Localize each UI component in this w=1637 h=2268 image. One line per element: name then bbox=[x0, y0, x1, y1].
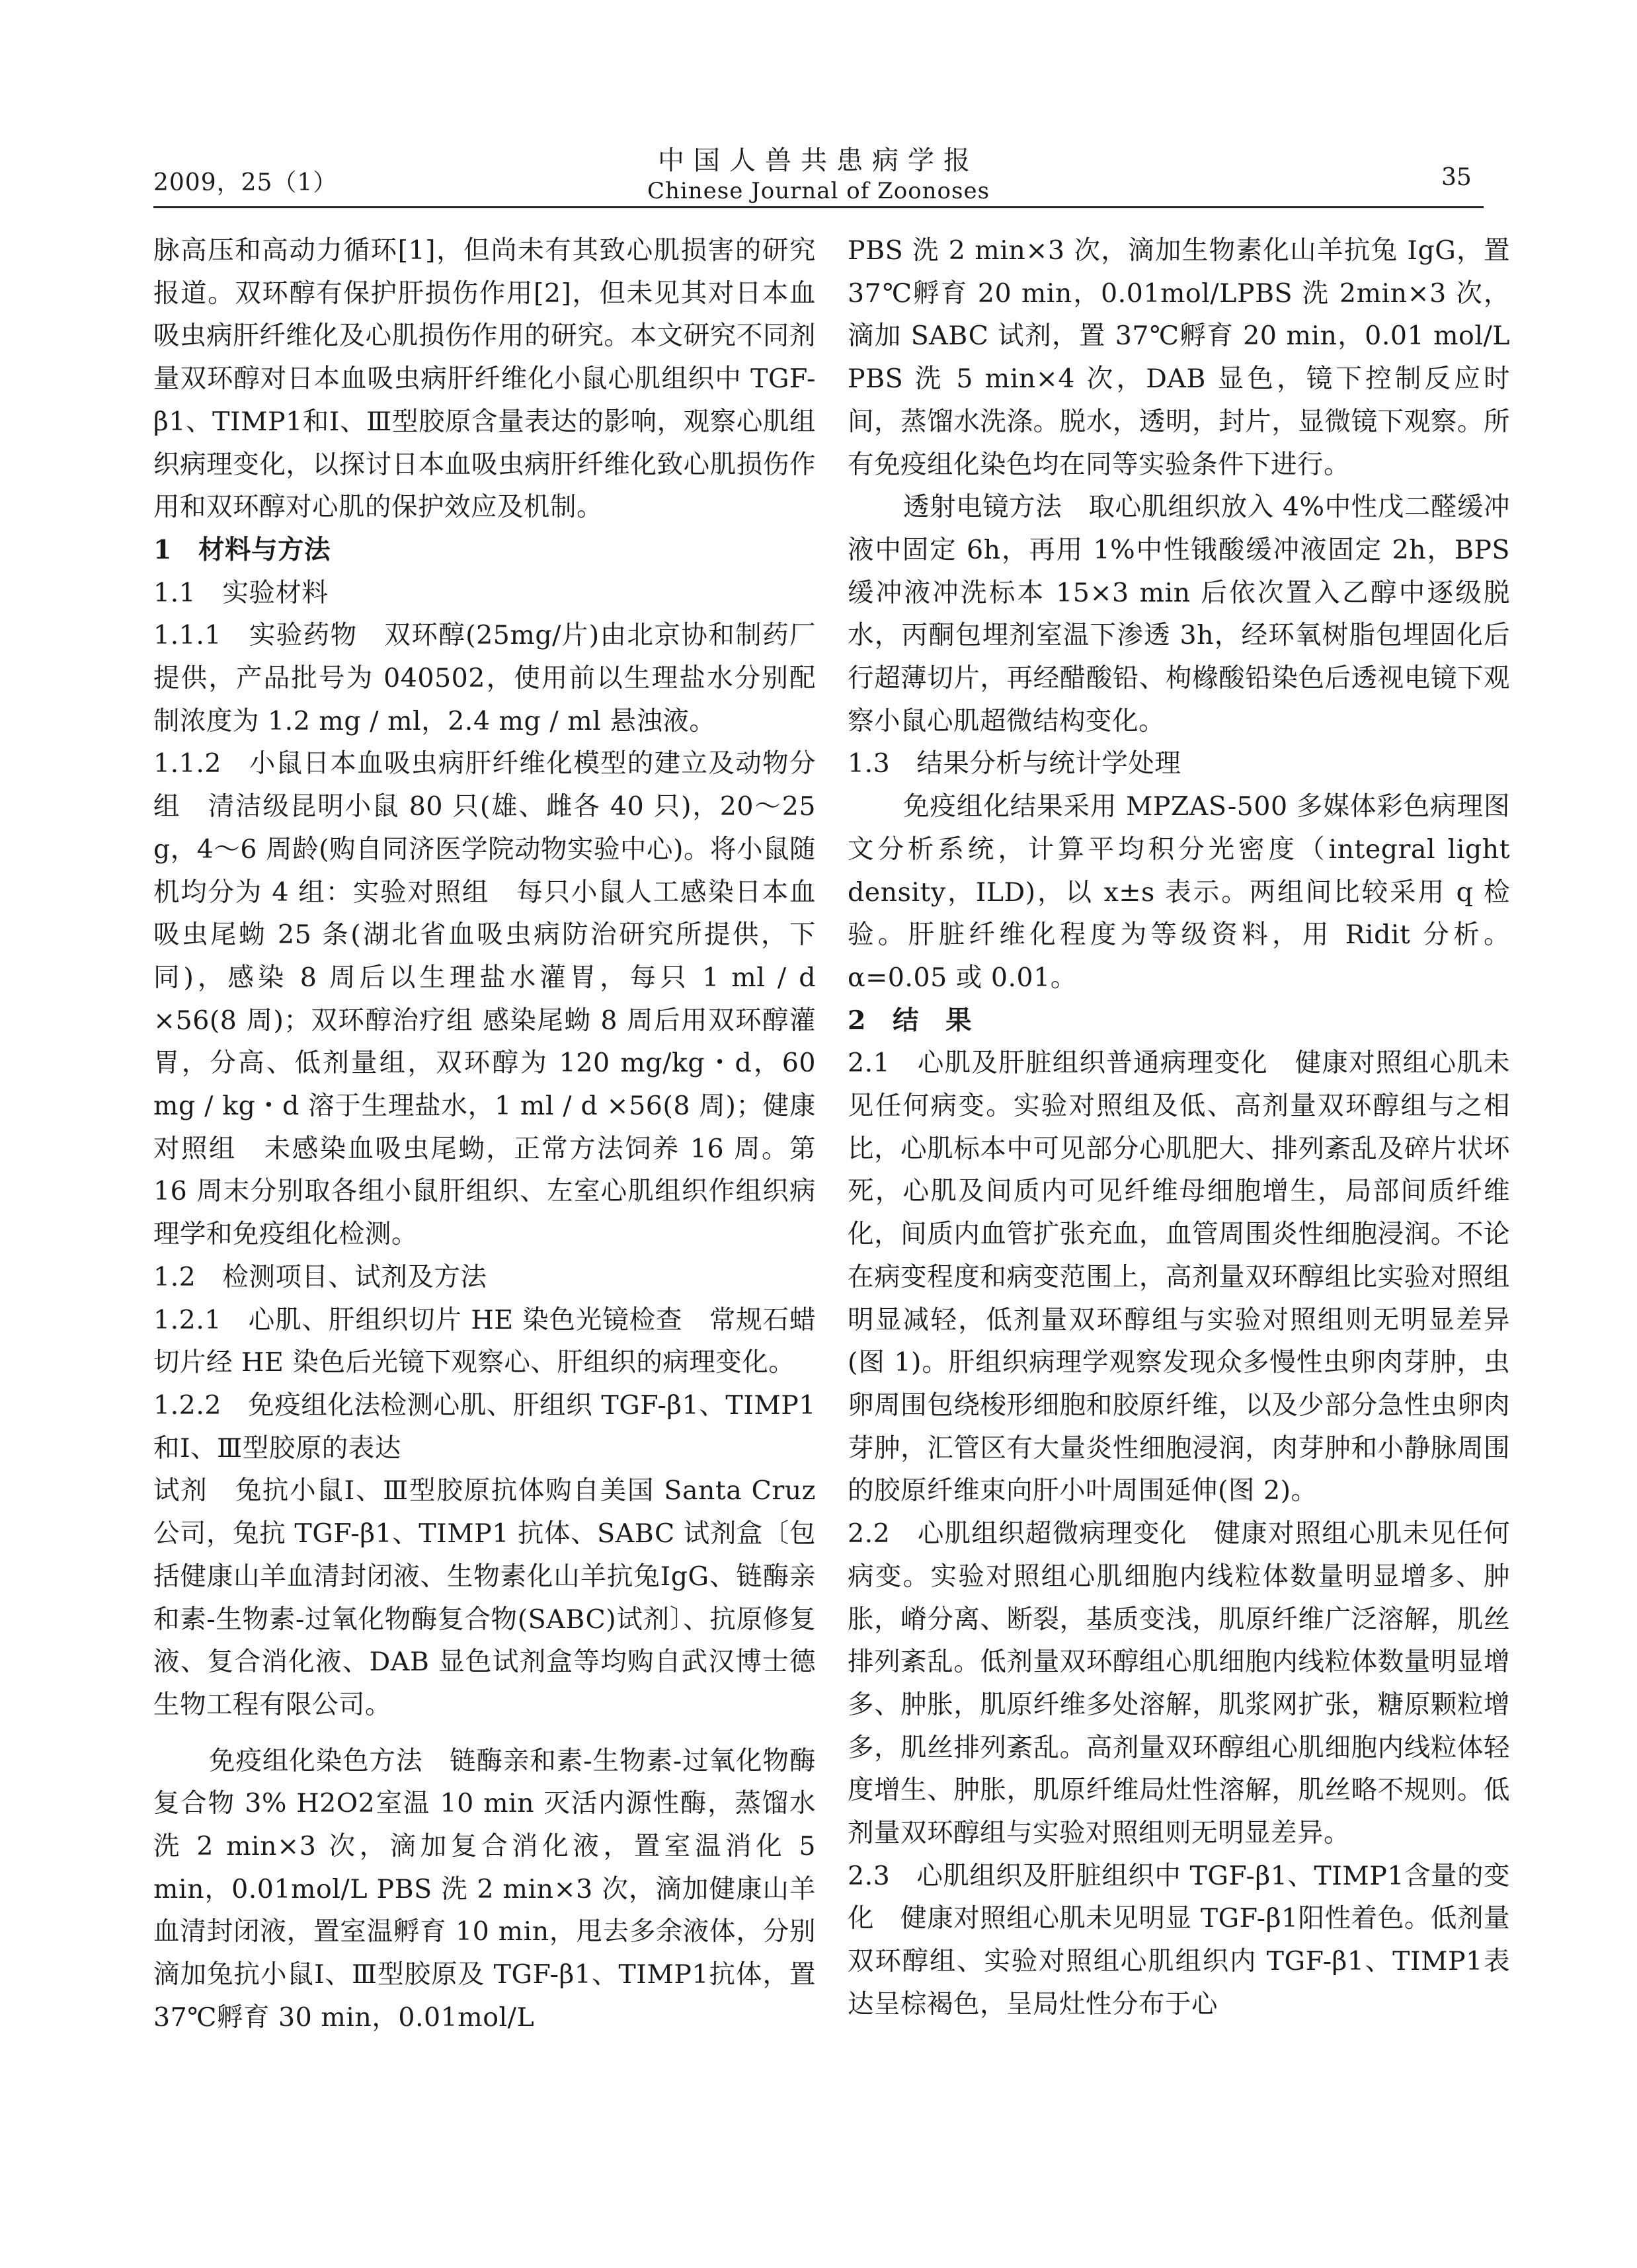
journal-title-en: Chinese Journal of Zoonoses bbox=[647, 178, 990, 204]
paragraph: 免疫组化染色方法 链酶亲和素-生物素-过氧化物酶复合物 3% H2O2室温 10 min 灭活内源性酶，蒸馏水洗 2 min×3 次，滴加复合消化液，置室温消化 5 min，0.01mol/L PBS 洗 2 min×3 次，滴加健康山羊血清封闭液，置室温孵育 10 min，甩去多余液体，分别滴加兔抗小鼠Ⅰ、Ⅲ型胶原及 TGF-β1、TIMP1抗体，置 37℃孵育 30 min，0.01mol/L bbox=[153, 1745, 816, 2033]
paragraph: 1.3 结果分析与统计学处理 bbox=[848, 748, 1181, 779]
page-header bbox=[0, 0, 1637, 212]
paragraph: 2.3 心肌组织及肝脏组织中 TGF-β1、TIMP1含量的变化 健康对照组心肌未见明显 TGF-β1阳性着色。低剂量双环醇组、实验对照组心肌组织内 TGF-β1、TIMP1表达呈棕褐色，呈局灶性分布于心 bbox=[848, 1860, 1510, 2019]
paragraph: 2 结 果 bbox=[848, 1005, 972, 1036]
paragraph: 1.1 实验材料 bbox=[153, 577, 329, 608]
left-column bbox=[153, 229, 816, 2246]
journal-title bbox=[0, 144, 1637, 205]
header-rule bbox=[153, 206, 1484, 208]
paragraph: 1.1.2 小鼠日本血吸虫病肝纤维化模型的建立及动物分组 清洁级昆明小鼠 80 只(雄、雌各 40 只)，20～25 g，4～6 周龄(购自同济医学院动物实验中心)。将小鼠随机均分为 4 组：实验对照组 每只小鼠人工感染日本血吸虫尾蚴 25 条(湖北省血吸虫病防治研究所提供，下同)，感染 8 周后以生理盐水灌胃，每只 1 ml / d ×56(8 周)；双环醇治疗组 感染尾蚴 8 周后用双环醇灌胃，分高、低剂量组，双环醇为 120 mg/kg・d，60 mg / kg・d 溶于生理盐水，1 ml / d ×56(8 周)；健康对照组 未感染血吸虫尾蚴，正常方法饲养 16 周。第 16 周末分别取各组小鼠肝组织、左室心肌组织作组织病理学和免疫组化检测。 bbox=[153, 748, 816, 1250]
paragraph: 免疫组化结果采用 MPZAS-500 多媒体彩色病理图文分析系统，计算平均积分光密度（integral light density，ILD)，以 x±s 表示。两组间比较采用 q 检验。肝脏纤维化程度为等级资料，用 Ridit 分析。α=0.05 或 0.01。 bbox=[848, 791, 1510, 993]
paragraph: 2.2 心肌组织超微病理变化 健康对照组心肌未见任何病变。实验对照组心肌细胞内线粒体数量明显增多、肿胀，嵴分离、断裂，基质变浅，肌原纤维广泛溶解，肌丝排列紊乱。低剂量双环醇组心肌细胞内线粒体数量明显增多、肿胀，肌原纤维多处溶解，肌浆网扩张，糖原颗粒增多，肌丝排列紊乱。高剂量双环醇组心肌细胞内线粒体轻度增生、肿胀，肌原纤维局灶性溶解，肌丝略不规则。低剂量双环醇组与实验对照组则无明显差异。 bbox=[848, 1518, 1510, 1849]
paragraph: 脉高压和高动力循环[1]，但尚未有其致心肌损害的研究报道。双环醇有保护肝损伤作用[2]，但未见其对日本血吸虫病肝纤维化及心肌损伤作用的研究。本文研究不同剂量双环醇对日本血吸虫病肝纤维化小鼠心肌组织中 TGF-β1、TIMP1和Ⅰ、Ⅲ型胶原含量表达的影响，观察心肌组织病理变化，以探讨日本血吸虫病肝纤维化致心肌损伤作用和双环醇对心肌的保护效应及机制。 bbox=[153, 235, 816, 523]
paragraph: 透射电镜方法 取心肌组织放入 4%中性戊二醛缓冲液中固定 6h，再用 1%中性锇酸缓冲液固定 2h，BPS 缓冲液冲洗标本 15×3 min 后依次置入乙醇中逐级脱水，丙酮包埋剂室温下渗透 3h，经环氧树脂包埋固化后行超薄切片，再经醋酸铅、枸橼酸铅染色后透视电镜下观察小鼠心肌超微结构变化。 bbox=[848, 492, 1510, 736]
paragraph: 2.1 心肌及肝脏组织普通病理变化 健康对照组心肌未见任何病变。实验对照组及低、高剂量双环醇组与之相比，心肌标本中可见部分心肌肥大、排列紊乱及碎片状坏死，心肌及间质内可见纤维母细胞增生，局部间质纤维化，间质内血管扩张充血，血管周围炎性细胞浸润。不论在病变程度和病变范围上，高剂量双环醇组比实验对照组明显减轻，低剂量双环醇组与实验对照组则无明显差异(图 1)。肝组织病理学观察发现众多慢性虫卵肉芽肿，虫卵周围包绕梭形细胞和胶原纤维，以及少部分急性虫卵肉芽肿，汇管区有大量炎性细胞浸润，肉芽肿和小静脉周围的胶原纤维束向肝小叶周围延伸(图 2)。 bbox=[848, 1048, 1510, 1506]
paragraph: 试剂 兔抗小鼠Ⅰ、Ⅲ型胶原抗体购自美国 Santa Cruz 公司，兔抗 TGF-β1、TIMP1 抗体、SABC 试剂盒〔包括健康山羊血清封闭液、生物素化山羊抗兔IgG、链酶亲和素-生物素-过氧化物酶复合物(SABC)试剂〕、抗原修复液、复合消化液、DAB 显色试剂盒等均购自武汉博士德生物工程有限公司。 bbox=[153, 1475, 816, 1720]
paragraph: PBS 洗 2 min×3 次，滴加生物素化山羊抗兔 IgG，置 37℃孵育 20 min，0.01mol/LPBS 洗 2min×3 次，滴加 SABC 试剂，置 37℃孵育 20 min，0.01 mol/L PBS 洗 5 min×4 次，DAB 显色，镜下控制反应时间，蒸馏水洗涤。脱水，透明，封片，显微镜下观察。所有免疫组化染色均在同等实验条件下进行。 bbox=[848, 235, 1510, 480]
paragraph: 1.2.2 免疫组化法检测心肌、肝组织 TGF-β1、TIMP1和Ⅰ、Ⅲ型胶原的表达 bbox=[153, 1389, 816, 1464]
volume-issue: 2009，25（1） bbox=[153, 169, 338, 196]
right-column bbox=[848, 229, 1510, 2246]
paragraph: 1 材料与方法 bbox=[153, 534, 331, 565]
paragraph: 1.2.1 心肌、肝组织切片 HE 染色光镜检查 常规石蜡切片经 HE 染色后光镜下观察心、肝组织的病理变化。 bbox=[153, 1304, 816, 1378]
page-number: 35 bbox=[1441, 164, 1472, 191]
journal-title-cn: 中国人兽共患病学报 bbox=[658, 145, 979, 176]
paragraph: 1.2 检测项目、试剂及方法 bbox=[153, 1261, 487, 1292]
paragraph: 1.1.1 实验药物 双环醇(25mg/片)由北京协和制药厂提供，产品批号为 040502，使用前以生理盐水分别配制浓度为 1.2 mg / ml，2.4 mg / ml 悬浊液。 bbox=[153, 620, 816, 736]
